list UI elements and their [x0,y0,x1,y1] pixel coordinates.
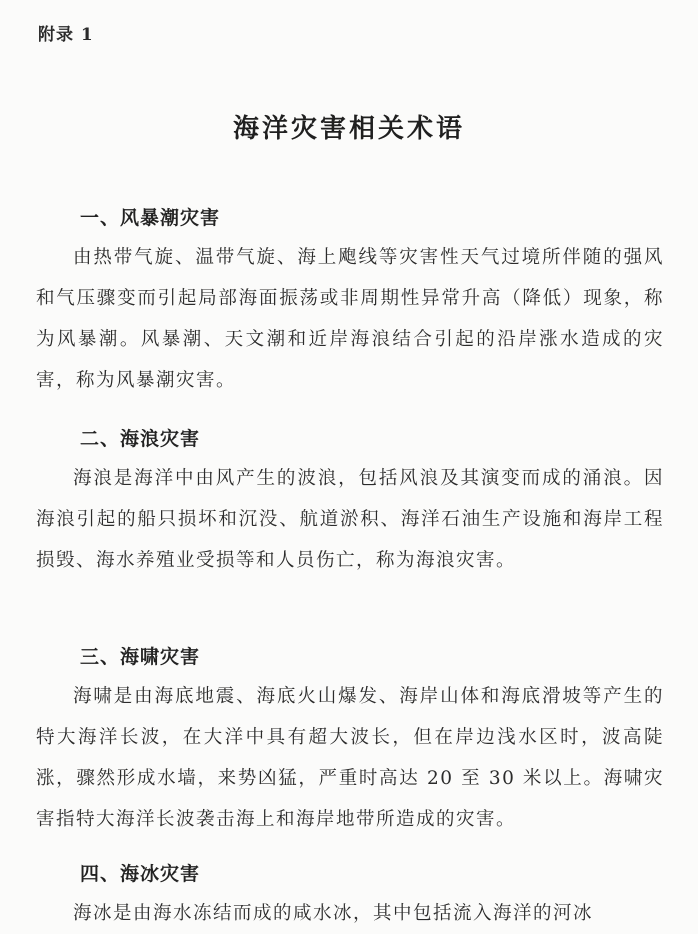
section-heading-tsunami: 三、海啸灾害 [80,646,201,668]
section-body-storm-surge: 由热带气旋、温带气旋、海上飑线等灾害性天气过境所伴随的强风和气压骤变而引起局部海面振荡或非周期性异常升高（降低）现象，称为风暴潮。风暴潮、天文潮和近岸海浪结合引起的沿岸涨水造成的灾害，称为风暴潮灾害。 [36,247,664,391]
appendix-label: 附录 1 [38,25,94,45]
section-heading-sea-wave: 二、海浪灾害 [80,428,201,450]
section-body-tsunami: 海啸是由海底地震、海底火山爆发、海岸山体和海底滑坡等产生的特大海洋长波，在大洋中具有超大波长，但在岸边浅水区时，波高陡涨，骤然形成水墙，来势凶猛，严重时高达 20 至 30 米以上。海啸灾害指特大海洋长波袭击海上和海岸地带所造成的灾害。 [36,686,664,830]
section-heading-sea-ice: 四、海冰灾害 [80,863,201,885]
document-title: 海洋灾害相关术语 [232,114,465,144]
section-body-sea-wave: 海浪是海洋中由风产生的波浪，包括风浪及其演变而成的涌浪。因海浪引起的船只损坏和沉没、航道淤积、海洋石油生产设施和海岸工程损毁、海水养殖业受损等和人员伤亡，称为海浪灾害。 [36,468,664,571]
section-heading-storm-surge: 一、风暴潮灾害 [80,207,221,229]
section-body-sea-ice: 海冰是由海水冻结而成的咸水冰，其中包括流入海洋的河冰 [73,903,594,924]
